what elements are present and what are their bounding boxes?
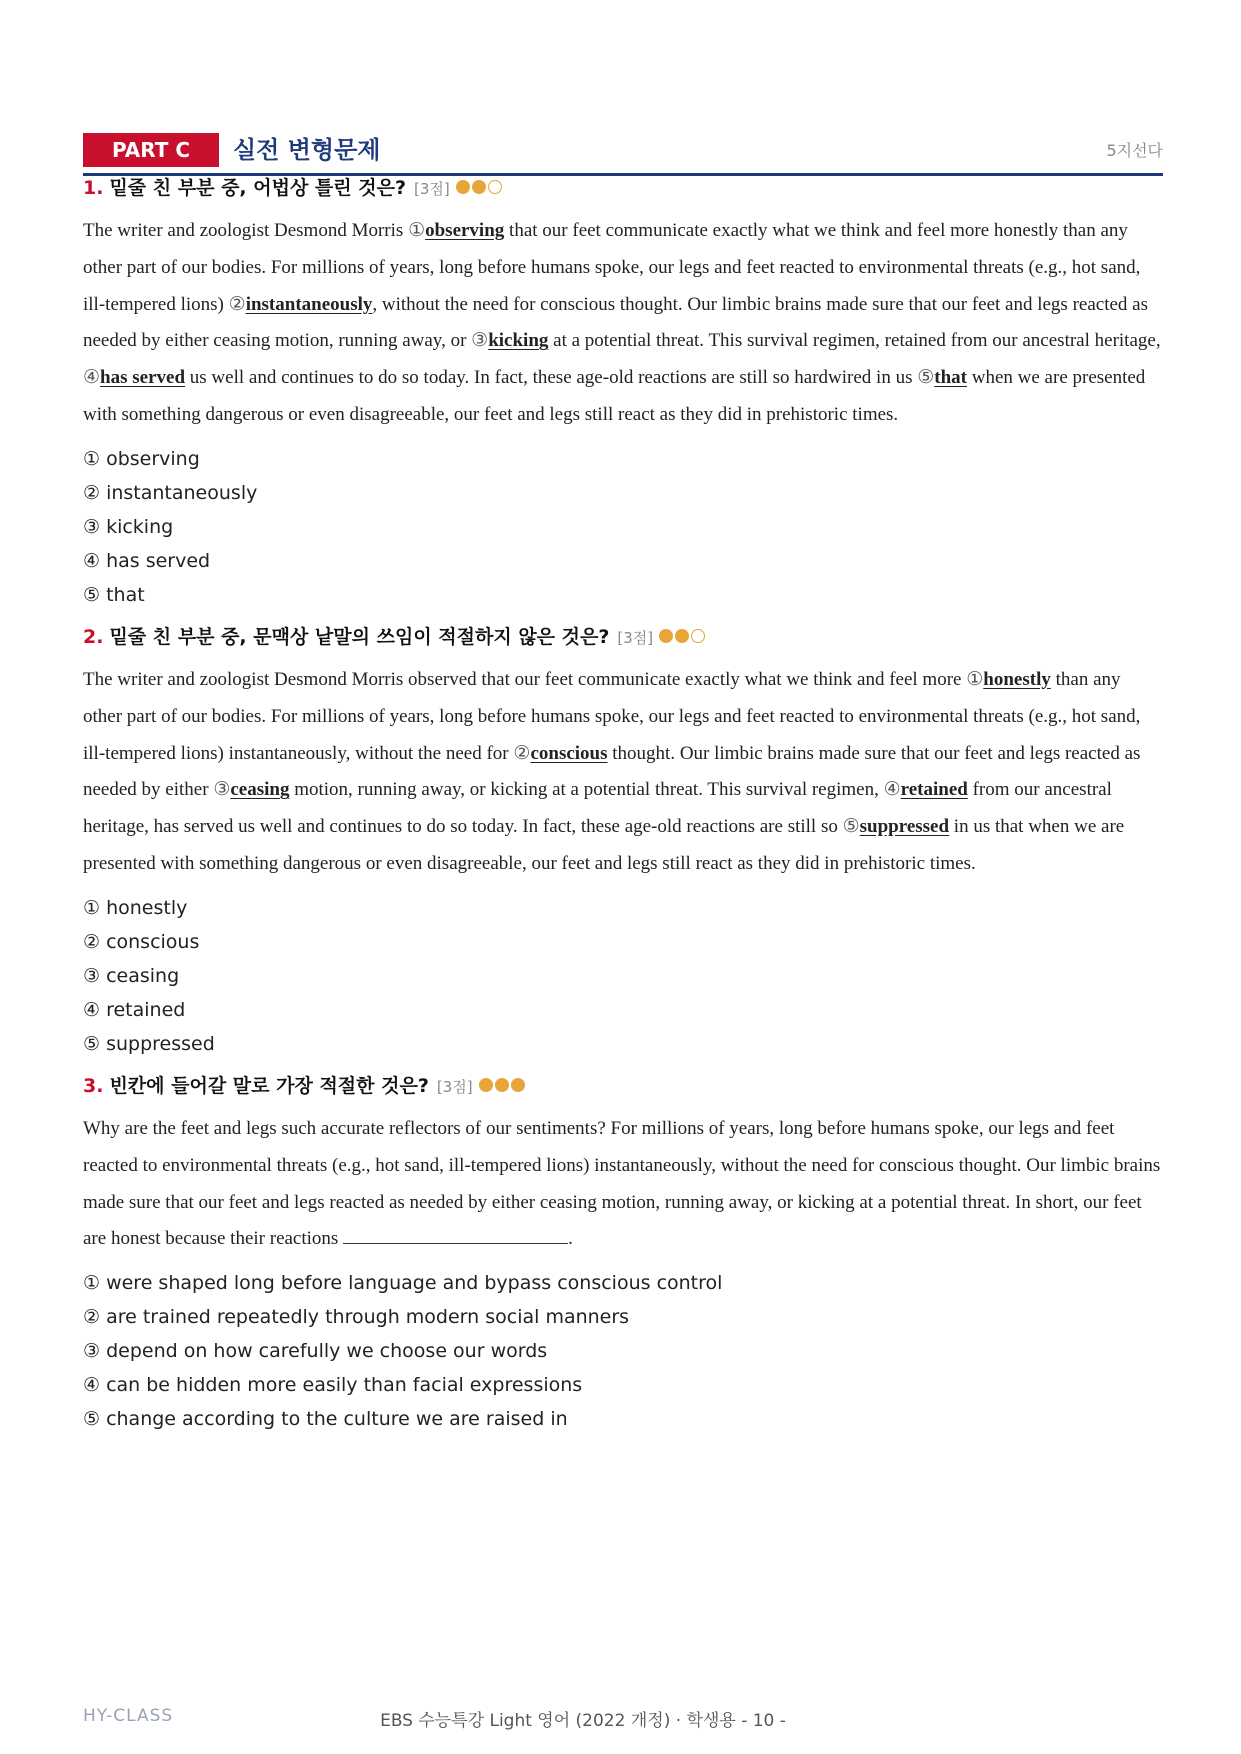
passage-text: from our ancestral heritage, has served us well and continues to do so today. In fact, these age-old reactions are still so (83, 779, 1112, 838)
circled-number: ⑤ (842, 816, 860, 838)
answer-option[interactable]: ① were shaped long before language and bypass conscious control (83, 1272, 723, 1295)
question-prompt: 밑줄 친 부분 중, 문맥상 낱말의 쓰임이 적절하지 않은 것은? (109, 626, 610, 648)
answer-option[interactable]: ⑤ that (83, 583, 145, 606)
difficulty-dot-filled-icon (659, 629, 673, 643)
question-points: [3점] (413, 180, 450, 198)
answer-option[interactable]: ⑤ change according to the culture we are raised in (83, 1408, 568, 1431)
answer-blank (343, 1225, 568, 1244)
question-heading (83, 622, 1163, 652)
circled-number: ⑤ (917, 367, 935, 389)
difficulty-dot-filled-icon (472, 180, 486, 194)
difficulty-dot-empty-icon (691, 629, 705, 643)
passage (83, 213, 1163, 434)
footer-brand: HY-CLASS (83, 1706, 174, 1726)
difficulty-dot-filled-icon (456, 180, 470, 194)
circled-number: ③ (471, 330, 489, 352)
circled-number: ④ (83, 367, 101, 389)
circled-number: ④ (883, 779, 901, 801)
answer-option[interactable]: ③ depend on how carefully we choose our words (83, 1340, 548, 1363)
passage-text: The writer and zoologist Desmond Morris observed that our feet communicate exactly what we think and feel more (83, 669, 967, 690)
question-number: 3. (83, 1075, 104, 1097)
underlined-target: suppressed (859, 816, 950, 838)
underlined-target: that (934, 367, 967, 389)
difficulty-dot-filled-icon (495, 1078, 509, 1092)
question-prompt: 빈칸에 들어갈 말로 가장 적절한 것은? (109, 1075, 429, 1097)
section-title: 실전 변형문제 (233, 136, 381, 164)
answer-option[interactable]: ② are trained repeatedly through modern social manners (83, 1306, 630, 1329)
passage (83, 1111, 1163, 1258)
underlined-target: ceasing (230, 779, 290, 801)
question-number: 1. (83, 177, 104, 199)
choice-type-label: 5지선다 (1106, 141, 1163, 160)
circled-number: ③ (213, 779, 231, 801)
passage-text: Why are the feet and legs such accurate reflectors of our sentiments? For millions of years, long before humans spoke, our legs and feet reacted to environmental threats (e.g., hot sand, ill-tempered lions) instantaneously, without the need for conscious thought. Our limbic brains made sure that our feet and legs reacted as needed by either ceasing motion, running away, or kicking at a potential threat. In short, our feet are honest because their reactions (83, 1118, 1161, 1250)
section-header (83, 133, 1163, 176)
question-prompt: 밑줄 친 부분 중, 어법상 틀린 것은? (109, 177, 406, 199)
answer-option[interactable]: ④ retained (83, 998, 186, 1021)
passage-text: in us that when we are presented with something dangerous or even disagreeable, our feet and legs still react as they did in prehistoric times. (83, 816, 1125, 874)
passage-text: than any other part of our bodies. For millions of years, long before humans spoke, our legs and feet reacted to environmental threats (e.g., hot sand, ill-tempered lions) instantaneously, without the need for (83, 669, 1141, 764)
underlined-target: observing (425, 220, 505, 241)
difficulty-indicator (456, 174, 504, 204)
question-heading (83, 173, 1163, 203)
passage-text: that our feet communicate exactly what we think and feel more honestly than any other part of our bodies. For millions of years, long before humans spoke, our legs and feet reacted to environmental threats (e.g., hot sand, ill-tempered lions) (83, 220, 1141, 315)
footer-page-info: EBS 수능특강 Light 영어 (2022 개정) · 학생용 - 10 - (380, 1711, 786, 1731)
answer-option[interactable]: ⑤ suppressed (83, 1032, 215, 1055)
question-1 (83, 173, 1163, 612)
underlined-target: retained (900, 779, 968, 801)
underlined-target: conscious (530, 742, 608, 764)
answer-options (83, 442, 1163, 612)
question-points: [3점] (617, 629, 654, 647)
answer-options (83, 1266, 1163, 1436)
passage-text: when we are presented with something dangerous or even disagreeable, our feet and legs still react as they did in prehistoric times. (83, 367, 1146, 425)
question-points: [3점] (436, 1078, 473, 1096)
circled-number: ① (408, 220, 426, 241)
difficulty-indicator (659, 623, 707, 653)
difficulty-dot-filled-icon (675, 629, 689, 643)
question-2 (83, 622, 1163, 1061)
passage (83, 662, 1163, 883)
circled-number: ② (513, 742, 531, 764)
answer-option[interactable]: ② conscious (83, 930, 200, 953)
passage-text: at a potential threat. This survival regimen, retained from our ancestral heritage, (548, 330, 1161, 352)
page-footer (83, 1706, 1163, 1736)
question-number: 2. (83, 626, 104, 648)
passage-text: . (568, 1228, 573, 1250)
answer-option[interactable]: ④ has served (83, 549, 211, 572)
passage-text: us well and continues to do so today. In fact, these age-old reactions are still so hardwired in us (185, 367, 918, 389)
answer-option[interactable]: ② instantaneously (83, 481, 258, 504)
passage-text: , without the need for conscious thought. Our limbic brains made sure that our feet and legs reacted as needed by either ceasing motion, running away, or (83, 293, 1148, 352)
part-badge: PART C (83, 133, 219, 167)
difficulty-dot-filled-icon (479, 1078, 493, 1092)
answer-option[interactable]: ③ kicking (83, 515, 174, 538)
passage-text: motion, running away, or kicking at a potential threat. This survival regimen, (289, 779, 884, 801)
underlined-target: kicking (488, 330, 549, 352)
underlined-target: honestly (983, 669, 1051, 690)
answer-options (83, 891, 1163, 1061)
difficulty-dot-empty-icon (488, 180, 502, 194)
question-heading (83, 1071, 1163, 1101)
passage-text: The writer and zoologist Desmond Morris (83, 220, 409, 241)
question-3 (83, 1071, 1163, 1436)
passage-text: thought. Our limbic brains made sure that our feet and legs reacted as needed by either (83, 742, 1141, 801)
circled-number: ② (228, 293, 246, 315)
answer-option[interactable]: ① observing (83, 447, 200, 470)
page (83, 0, 1163, 1754)
underlined-target: has served (100, 367, 186, 389)
circled-number: ① (966, 669, 984, 690)
answer-option[interactable]: ④ can be hidden more easily than facial expressions (83, 1374, 583, 1397)
underlined-target: instantaneously (245, 293, 373, 315)
difficulty-dot-filled-icon (511, 1078, 525, 1092)
answer-option[interactable]: ① honestly (83, 896, 188, 919)
answer-option[interactable]: ③ ceasing (83, 964, 180, 987)
difficulty-indicator (479, 1072, 527, 1102)
